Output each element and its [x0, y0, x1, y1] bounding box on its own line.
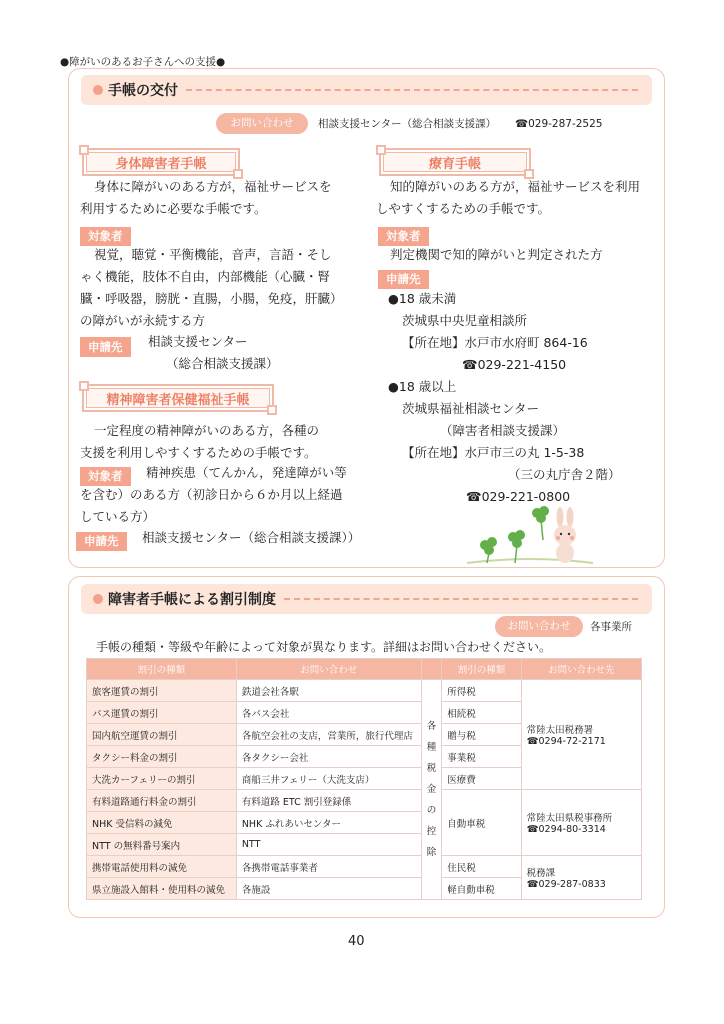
row-contact: 商船三井フェリー（大洗支店）	[236, 768, 421, 790]
inquiry-phone: ☎029-287-2525	[515, 118, 603, 130]
row-discount-type: バス運賃の割引	[87, 702, 237, 724]
physical-desc-line2: 利用するために必要な手帳です。	[80, 201, 267, 216]
tax-item: 住民税	[442, 856, 521, 878]
row-contact: 有料道路 ETC 割引登録係	[236, 790, 421, 812]
mental-target-tag: 対象者	[80, 467, 131, 486]
dashed-divider	[284, 598, 638, 600]
inquiry-pill: お問い合わせ	[216, 113, 308, 134]
section-title: 障害者手帳による割引制度	[108, 592, 276, 608]
tax-item: 事業税	[442, 746, 521, 768]
tax-item: 軽自動車税	[442, 878, 521, 900]
physical-handbook-title: 身体障害者手帳	[82, 148, 240, 176]
rehab-under18-org: 茨城県中央児童相談所	[402, 313, 528, 328]
discount-intro: 手帳の種類・等級や年齢によって対象が異なります。詳細はお問い合わせください。	[96, 640, 552, 654]
tax-contact-group1: 常陸太田税務署 ☎0294-72-2171	[521, 680, 641, 790]
row-contact: NTT	[236, 834, 421, 856]
rehab-handbook-title: 療育手帳	[379, 148, 531, 176]
rehab-apply-tag: 申請先	[378, 270, 429, 289]
row-contact: 各航空会社の支店，営業所，旅行代理店	[236, 724, 421, 746]
table-header-row	[87, 659, 642, 680]
inquiry-pill: お問い合わせ	[495, 616, 583, 637]
mental-apply-tag: 申請先	[76, 532, 127, 551]
tax-item: 贈与税	[442, 724, 521, 746]
mental-handbook-title: 精神障害者保健福祉手帳	[82, 384, 274, 412]
row-discount-type: 携帯電話使用料の減免	[87, 856, 237, 878]
rehab-over18-org2: （障害者相談支援課）	[440, 423, 566, 438]
row-contact: 各携帯電話事業者	[236, 856, 421, 878]
row-contact: 鉄道会社各駅	[236, 680, 421, 702]
dashed-divider	[186, 89, 638, 91]
row-contact: 各バス会社	[236, 702, 421, 724]
physical-target-line2: ゃく機能，肢体不自由，内部機能（心臓・腎	[80, 269, 331, 284]
physical-desc-line1: 身体に障がいのある方が，福祉サービスを	[94, 179, 332, 194]
rehab-under18-phone: ☎029-221-4150	[462, 357, 567, 372]
row-discount-type: NTT の無料番号案内	[87, 834, 237, 856]
rehab-target-text: 判定機関で知的障がいと判定された方	[390, 247, 603, 262]
section-issuance-header	[81, 75, 652, 105]
rehab-desc-line2: しやすくするための手帳です。	[376, 201, 551, 216]
rehab-over18-addr: 【所在地】水戸市三の丸 1-5-38	[402, 445, 585, 460]
mental-desc-line2: 支援を利用しやすくするための手帳です。	[80, 445, 317, 460]
table-row	[87, 790, 642, 812]
row-contact: NHK ふれあいセンター	[236, 812, 421, 834]
rehab-desc-line1: 知的障がいのある方が，福祉サービスを利用	[390, 179, 641, 194]
physical-target-line3: 臓・呼吸器，膀胱・直腸，小腸，免疫，肝臓）	[80, 291, 343, 306]
tax-vertical-label: 各 種 税 金 の 控 除	[421, 680, 442, 900]
mental-target-line3: している方）	[80, 509, 156, 524]
rehab-over18-addr2: （三の丸庁舎２階）	[508, 467, 621, 482]
rehab-target-tag: 対象者	[378, 227, 429, 246]
physical-apply-line2: （総合相談支援課）	[166, 356, 279, 371]
tax-item: 相続税	[442, 702, 521, 724]
table-row	[87, 856, 642, 878]
row-contact: 各施設	[236, 878, 421, 900]
page-number: 40	[348, 934, 365, 949]
bunny-clover-illustration	[465, 505, 595, 570]
discount-table	[86, 658, 642, 900]
section-title: 手帳の交付	[108, 83, 178, 99]
tax-contact-group2: 常陸太田県税事務所 ☎0294-80-3314	[521, 790, 641, 856]
row-discount-type: 県立施設入館料・使用料の減免	[87, 878, 237, 900]
header-inquiry-dest: お問い合わせ先	[521, 659, 641, 680]
bullet-icon	[93, 85, 103, 95]
physical-target-line1: 視覚，聴覚・平衡機能，音声，言語・そし	[94, 247, 332, 262]
tax-item: 自動車税	[442, 790, 521, 856]
row-discount-type: 国内航空運賃の割引	[87, 724, 237, 746]
rehab-over18-label: ●18 歳以上	[388, 379, 457, 394]
row-discount-type: 大洗カーフェリーの割引	[87, 768, 237, 790]
rehab-over18-org: 茨城県福祉相談センター	[402, 401, 540, 416]
row-discount-type: NHK 受信料の減免	[87, 812, 237, 834]
row-discount-type: 旅客運賃の割引	[87, 680, 237, 702]
header-spacer	[421, 659, 442, 680]
bullet-icon	[93, 594, 103, 604]
inquiry-text: 相談支援センター（総合相談支援課）	[318, 118, 497, 130]
mental-apply-text: 相談支援センター（総合相談支援課））	[142, 530, 361, 545]
row-discount-type: タクシー料金の割引	[87, 746, 237, 768]
table-row	[87, 680, 642, 702]
section-discount-header	[81, 584, 652, 614]
tax-item: 所得税	[442, 680, 521, 702]
mental-desc-line1: 一定程度の精神障がいのある方，各種の	[94, 423, 320, 438]
physical-apply-tag: 申請先	[80, 337, 131, 357]
rehab-over18-phone: ☎029-221-0800	[466, 489, 571, 504]
header-discount-type-2: 割引の種類	[442, 659, 521, 680]
mental-target-line1: 精神疾患（てんかん，発達障がい等	[146, 465, 347, 480]
tax-contact-group3: 税務課 ☎029-287-0833	[521, 856, 641, 900]
header-discount-type: 割引の種類	[87, 659, 237, 680]
physical-apply-line1: 相談支援センター	[148, 334, 248, 349]
row-contact: 各タクシー会社	[236, 746, 421, 768]
page-heading: ●障がいのあるお子さんへの支援●	[60, 56, 226, 68]
physical-target-tag: 対象者	[80, 227, 131, 246]
tax-item: 医療費	[442, 768, 521, 790]
rehab-under18-addr: 【所在地】水戸市水府町 864-16	[402, 335, 588, 350]
inquiry-text: 各事業所	[590, 621, 632, 633]
header-inquiry: お問い合わせ	[236, 659, 421, 680]
rehab-under18-label: ●18 歳未満	[388, 291, 457, 306]
mental-target-line2: を含む）のある方（初診日から６か月以上経過	[80, 487, 343, 502]
row-discount-type: 有料道路通行料金の割引	[87, 790, 237, 812]
physical-target-line4: の障がいが永続する方	[80, 313, 206, 328]
